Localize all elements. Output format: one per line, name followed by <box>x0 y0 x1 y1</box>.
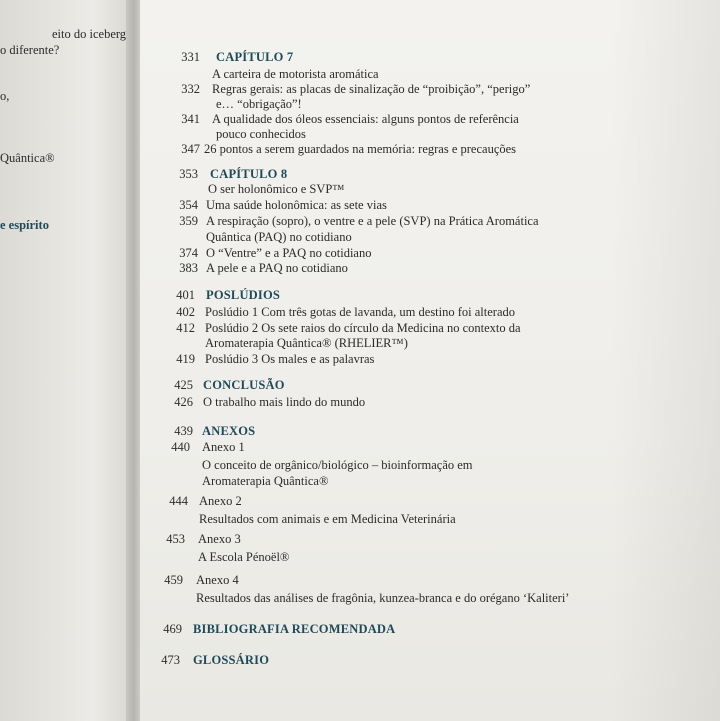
toc-section-heading: CAPÍTULO 8 <box>210 167 288 181</box>
toc-entry-title: Anexo 1 <box>202 440 245 454</box>
toc-entry-title: A pele e a PAQ no cotidiano <box>206 261 348 275</box>
toc-section-heading: CAPÍTULO 7 <box>216 50 294 64</box>
toc-entry-title: O ser holonômico e SVP™ <box>208 182 345 196</box>
toc-entry-title: Aromaterapia Quântica® <box>202 474 329 488</box>
toc-entry-title: Poslúdio 2 Os sete raios do círculo da Medicina no contexto da <box>205 321 521 335</box>
toc-page-number: 419 <box>176 352 195 366</box>
toc-entry-title: A Escola Pénoël® <box>198 550 290 564</box>
toc-entry-title: Anexo 3 <box>198 532 241 546</box>
toc-page-number: 331 <box>181 50 200 64</box>
toc-entry-title: Resultados das análises de fragônia, kunzea-branca e do orégano ‘Kaliteri’ <box>196 591 570 605</box>
toc-entry-title: O “Ventre” e a PAQ no cotidiano <box>206 246 372 260</box>
toc-page-number: 341 <box>181 112 200 126</box>
toc-page-number: 383 <box>179 261 198 275</box>
left-fragment: o diferente? <box>0 43 60 57</box>
toc-section-heading: ANEXOS <box>202 424 256 438</box>
toc-section-heading: GLOSSÁRIO <box>193 653 270 667</box>
toc-entry-title: Aromaterapia Quântica® (RHELIER™) <box>205 336 408 350</box>
toc-page-number: 374 <box>179 246 198 260</box>
toc-page-number: 401 <box>176 288 195 302</box>
toc-entry-title: pouco conhecidos <box>216 127 306 141</box>
toc-page-number: 439 <box>174 424 193 438</box>
left-fragment: o, <box>0 89 10 103</box>
toc-entry-title: Anexo 4 <box>196 573 239 587</box>
toc-entry-title: Poslúdio 3 Os males e as palavras <box>205 352 375 366</box>
toc-page-number: 469 <box>163 622 182 636</box>
toc-entry-title: O conceito de orgânico/biológico – bioinformação em <box>202 458 473 472</box>
toc-page-number: 347 <box>181 142 200 156</box>
toc-entry-title: Regras gerais: as placas de sinalização de “proibição”, “perigo” <box>212 82 531 96</box>
toc-page-number: 354 <box>179 198 198 212</box>
toc-page-number: 459 <box>164 573 183 587</box>
toc-section-heading: POSLÚDIOS <box>206 288 281 302</box>
toc-entry-title: Anexo 2 <box>199 494 242 508</box>
toc-page-number: 425 <box>174 378 193 392</box>
toc-page-number: 444 <box>169 494 188 508</box>
toc-entry-title: A respiração (sopro), o ventre e a pele (SVP) na Prática Aromática <box>206 214 539 228</box>
toc-page-number: 453 <box>166 532 185 546</box>
left-fragment: eito do iceberg <box>52 27 127 41</box>
toc-entry-title: Quântica (PAQ) no cotidiano <box>206 230 352 244</box>
toc-entry-title: Uma saúde holonômica: as sete vias <box>206 198 387 212</box>
toc-entry-title: A qualidade dos óleos essenciais: alguns pontos de referência <box>212 112 519 126</box>
toc-page-number: 412 <box>176 321 195 335</box>
toc-page-number: 402 <box>176 305 195 319</box>
toc-entry-title: e… “obrigação”! <box>216 97 302 111</box>
toc-entry-title: A carteira de motorista aromática <box>212 67 379 81</box>
toc-entry-title: Resultados com animais e em Medicina Veterinária <box>199 512 456 526</box>
toc-entry-title: O trabalho mais lindo do mundo <box>203 395 366 409</box>
toc-section-heading: CONCLUSÃO <box>203 378 285 392</box>
toc-entry-title: Poslúdio 1 Com três gotas de lavanda, um destino foi alterado <box>205 305 516 319</box>
toc-page-number: 353 <box>179 167 198 181</box>
left-fragment: e espírito <box>0 218 49 232</box>
left-fragment: Quântica® <box>0 151 55 165</box>
toc-page-number: 440 <box>171 440 190 454</box>
toc-section-heading: BIBLIOGRAFIA RECOMENDADA <box>193 622 396 636</box>
toc-entry-title: 26 pontos a serem guardados na memória: regras e precauções <box>204 142 517 156</box>
toc-page-number: 359 <box>179 214 198 228</box>
toc-page-number: 426 <box>174 395 193 409</box>
toc-page-number: 473 <box>161 653 180 667</box>
toc-page-number: 332 <box>181 82 200 96</box>
